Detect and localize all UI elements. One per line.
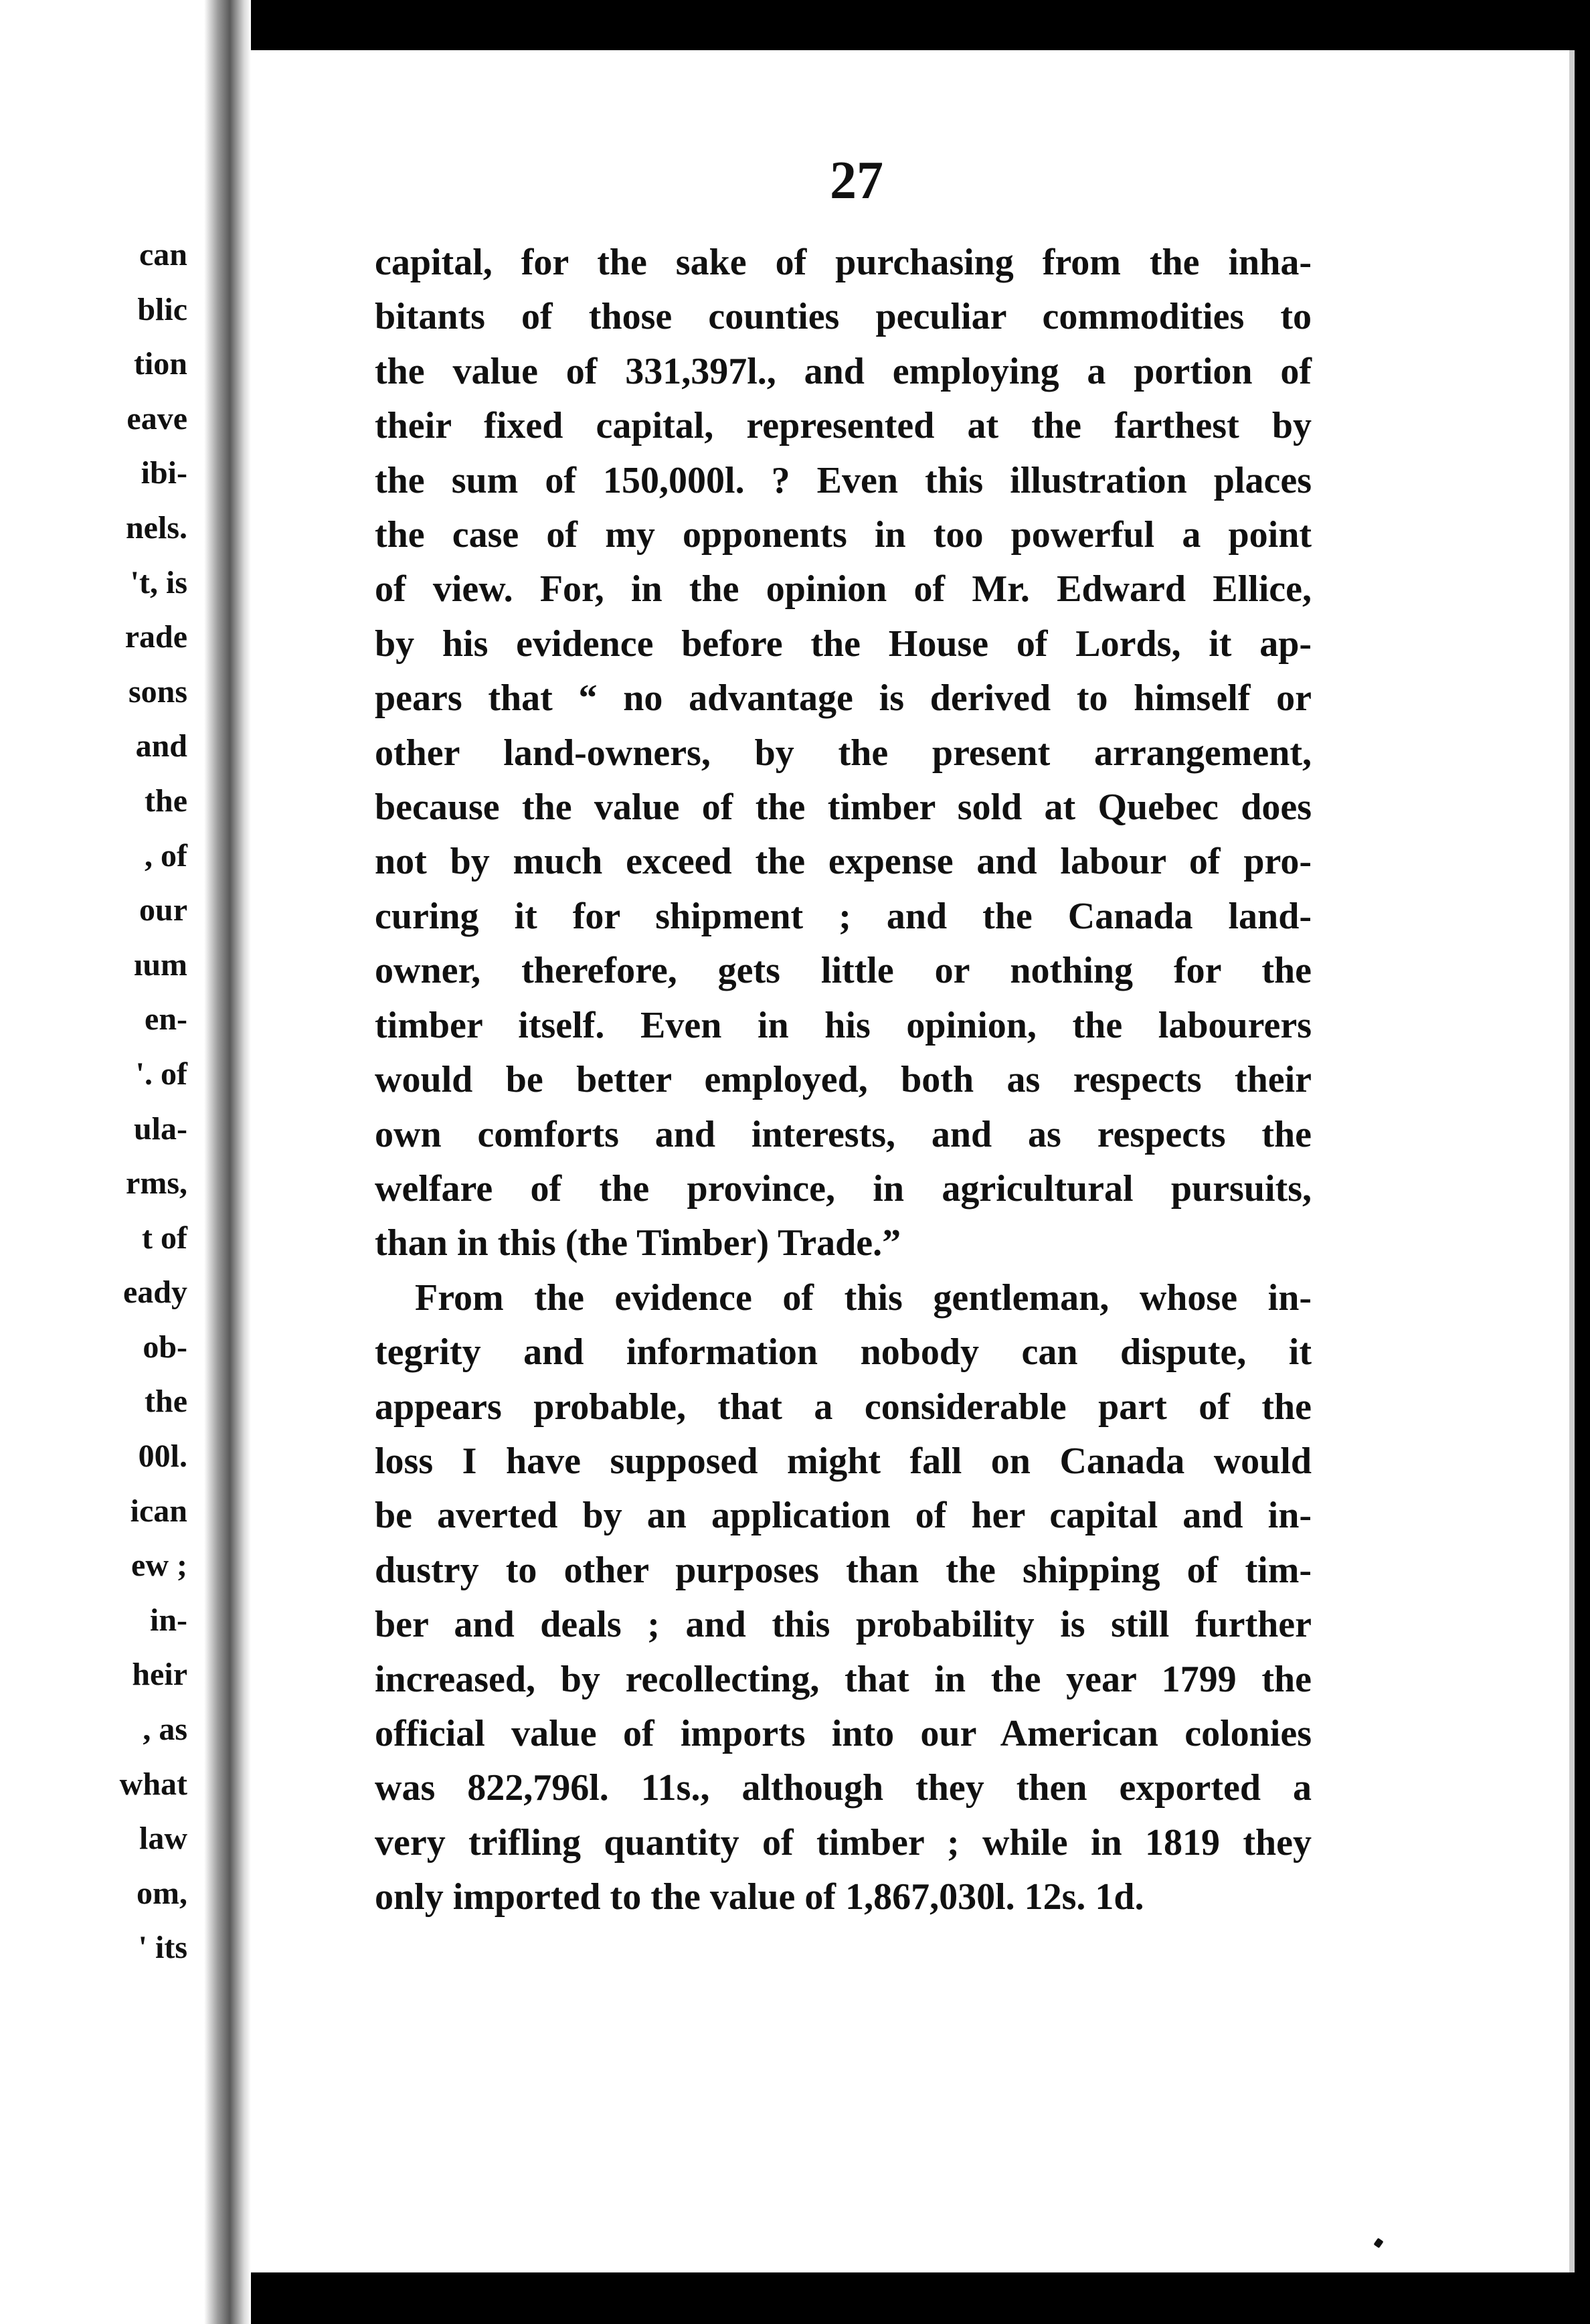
left-page-line: the [145,782,187,819]
text-line: the sum of 150,000l. ? Even this illustration places [375,459,1312,501]
text-line: pears that “ no advantage is derived to himself or [375,677,1312,720]
text-line: ber and deals ; and this probability is still further [375,1604,1312,1646]
text-line: by his evidence before the House of Lords, it ap- [375,622,1312,665]
left-page-line: ican [130,1493,187,1529]
left-page-line: ob- [143,1329,187,1365]
text-line: of view. For, in the opinion of Mr. Edward Ellice, [375,568,1312,610]
left-page-line: blic [137,291,187,327]
text-line: owner, therefore, gets little or nothing for the [375,950,1312,992]
text-line: be averted by an application of her capital and in- [375,1495,1312,1537]
left-page-line: '. of [135,1056,187,1092]
left-page-line: , as [143,1712,187,1748]
text-line: would be better employed, both as respects their [375,1059,1312,1101]
left-page-line: ew ; [131,1548,187,1584]
text-line: not by much exceed the expense and labour of pro- [375,841,1312,883]
text-line: timber itself. Even in his opinion, the labourers [375,1004,1312,1046]
left-page-line: ' its [138,1930,187,1966]
text-line: the case of my opponents in too powerful a point [375,514,1312,556]
left-page-line: what [119,1766,187,1802]
page-number: 27 [830,151,883,210]
text-line: loss I have supposed might fall on Canada would [375,1440,1312,1482]
text-line: only imported to the value of 1,867,030l. 12s. 1d. [375,1876,1144,1918]
left-page-line: eave [126,400,187,436]
left-page-line: nels. [125,509,187,546]
text-line: bitants of those counties peculiar commodities to [375,296,1312,338]
left-page-line: can [139,237,187,272]
left-page-line: and [135,728,187,764]
left-page-line: om, [137,1875,187,1911]
left-page-line: ula- [133,1110,187,1147]
text-line: dustry to other purposes than the shipping of tim- [375,1549,1312,1591]
left-page-line: , of [145,837,187,874]
left-page-line: in- [149,1602,187,1638]
text-line: appears probable, that a considerable part of the [375,1386,1312,1428]
text-line: own comforts and interests, and as respects the [375,1113,1312,1155]
left-page [0,0,214,2324]
text-line: very trifling quantity of timber ; while in 1819 they [375,1821,1312,1863]
text-line: because the value of the timber sold at Quebec does [375,786,1312,829]
left-page-line: rms, [126,1165,187,1201]
left-page-text-column [13,228,187,1975]
text-line: the value of 331,397l., and employing a portion of [375,350,1312,392]
text-line: than in this (the Timber) Trade.” [375,1222,901,1264]
left-page-line: the [145,1384,187,1420]
left-page-line: law [139,1821,187,1857]
text-line: capital, for the sake of purchasing from the inha- [375,242,1312,283]
book-gutter [204,0,251,2324]
left-page-line: en- [145,1001,187,1038]
left-page-line: eady [123,1274,187,1311]
left-page-line: sons [128,673,187,710]
left-page-line: our [139,892,187,928]
text-line: welfare of the province, in agricultural pursuits, [375,1167,1312,1210]
left-page-line: ıum [133,946,187,983]
left-page-line: 00l. [138,1438,187,1475]
left-page-line: 't, is [130,564,187,600]
left-page-line: ibi- [141,455,187,491]
text-line: was 822,796l. 11s., although they then exported a [375,1767,1312,1809]
text-line: curing it for shipment ; and the Canada land- [375,895,1312,937]
right-page-edge [1569,50,1575,2272]
left-page-line: tion [133,346,187,382]
text-line: increased, by recollecting, that in the year 1799 the [375,1658,1312,1700]
text-line: other land-owners, by the present arrangement, [375,732,1312,774]
left-page-line: rade [124,619,187,655]
text-line: From the evidence of this gentleman, whose in- [415,1276,1312,1319]
text-line: tegrity and information nobody can dispute, it [375,1331,1312,1374]
text-line: their fixed capital, represented at the farthest by [375,405,1312,447]
body-text [375,236,1312,1925]
left-page-line: heir [132,1657,187,1693]
left-page-line: t of [142,1220,187,1256]
text-line: official value of imports into our American colonies [375,1712,1312,1754]
